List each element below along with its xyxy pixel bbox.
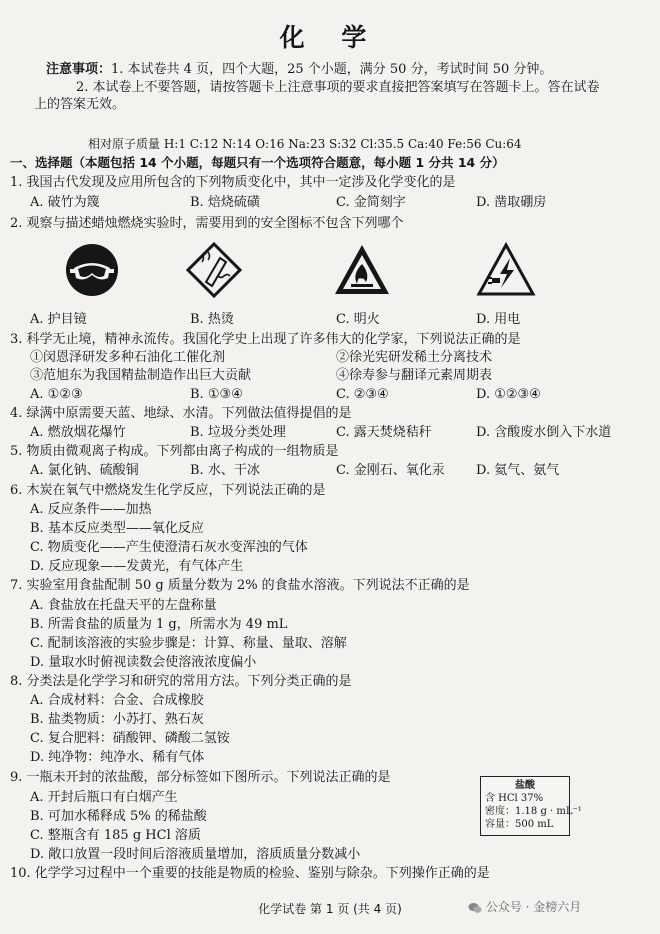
statement-2: ②徐光宪研发稀土分离技术 <box>336 350 493 365</box>
electric-icon <box>476 242 532 298</box>
hcl-label-density: 密度：1.18 g · mL⁻¹ <box>485 806 582 817</box>
option-b: B. 基本反应类型——氧化反应 <box>30 521 204 536</box>
option-c: C. ②③④ <box>336 387 389 402</box>
flame-icon <box>332 242 388 298</box>
option-c: C. 配制该溶液的实验步骤是：计算、称量、量取、溶解 <box>30 636 347 651</box>
option-c: C. 金简刻字 <box>336 195 406 210</box>
question-1-stem: 1. 我国古代发现及应用所包含的下列物质变化中，其中一定涉及化学变化的是 <box>10 175 456 190</box>
option-d: D. 敞口放置一段时间后溶液质量增加，溶质质量分数减小 <box>30 847 361 862</box>
option-c: C. 露天焚烧秸秆 <box>336 425 432 440</box>
watermark-text: 公众号 · 金榜六月 <box>485 900 582 914</box>
notice-item-2-cont: 上的答案无效。 <box>34 97 126 112</box>
option-a: A. 破竹为篾 <box>30 195 100 210</box>
option-d: D. 凿取硼房 <box>476 195 547 210</box>
option-c: C. 物质变化——产生使澄清石灰水变浑浊的气体 <box>30 540 308 555</box>
option-a: A. 食盐放在托盘天平的左盘称量 <box>30 598 217 613</box>
section-1-heading: 一、选择题（本题包括 14 个小题，每题只有一个选项符合题意，每小题 1 分共 14 分） <box>10 155 505 170</box>
option-d: D. 用电 <box>476 312 521 327</box>
atomic-mass-line: 相对原子质量 H:1 C:12 N:14 O:16 Na:23 S:32 Cl:35.5 Ca:40 Fe:56 Cu:64 <box>88 137 522 151</box>
option-c: C. 明火 <box>336 312 380 327</box>
hcl-label-concentration: 含 HCl 37% <box>485 793 544 804</box>
option-b: B. 可加水稀释成 5% 的稀盐酸 <box>30 809 207 824</box>
option-b: B. 垃圾分类处理 <box>190 425 286 440</box>
option-b: B. 所需食盐的质量为 1 g，所需水为 49 mL <box>30 617 288 632</box>
option-a: A. ①②③ <box>30 387 83 402</box>
question-6-stem: 6. 木炭在氧气中燃烧发生化学反应，下列说法正确的是 <box>10 483 326 498</box>
watermark <box>468 898 581 915</box>
question-2-stem: 2. 观察与描述蜡烛燃烧实验时，需要用到的安全图标不包含下列哪个 <box>10 216 404 231</box>
hcl-bottle-label <box>480 776 582 836</box>
statement-4: ④徐寿参与翻译元素周期表 <box>336 368 493 383</box>
goggles-icon <box>64 242 120 298</box>
wechat-icon <box>468 902 482 914</box>
page-footer: 化学试卷 第 1 页 (共 4 页) <box>258 902 402 916</box>
option-d: D. ①②③④ <box>476 387 541 402</box>
option-b: B. 焙烧硫磺 <box>190 195 260 210</box>
option-d: D. 量取水时俯视读数会使溶液浓度偏小 <box>30 655 257 670</box>
question-4-stem: 4. 绿满中原需要天蓝、地绿、水清。下列做法值得提倡的是 <box>10 406 352 421</box>
option-d: D. 含酸废水倒入下水道 <box>476 425 612 440</box>
option-a: A. 合成材料：合金、合成橡胶 <box>30 693 204 708</box>
option-b: B. ①③④ <box>190 387 243 402</box>
option-d: D. 反应现象——发黄光，有气体产生 <box>30 559 244 574</box>
question-8-stem: 8. 分类法是化学学习和研究的常用方法。下列分类正确的是 <box>10 674 352 689</box>
option-b: B. 盐类物质：小苏打、熟石灰 <box>30 712 204 727</box>
option-d: D. 纯净物：纯净水、稀有气体 <box>30 750 205 765</box>
question-10-stem: 10. 化学学习过程中一个重要的技能是物质的检验、鉴别与除杂。下列操作正确的是 <box>10 866 490 881</box>
page-title: 化 学 <box>279 23 381 52</box>
option-c: C. 整瓶含有 185 g HCl 溶质 <box>30 828 201 843</box>
question-7-stem: 7. 实验室用食盐配制 50 g 质量分数为 2% 的食盐水溶液。下列说法不正确的是 <box>10 578 470 593</box>
option-a: A. 护目镜 <box>30 312 87 327</box>
hcl-label-title: 盐酸 <box>515 780 535 791</box>
notice-item-1: 1. 本试卷共 4 页，四个大题，25 个小题，满分 50 分，考试时间 50 分钟。 <box>111 62 553 77</box>
option-a: A. 燃放烟花爆竹 <box>30 425 126 440</box>
option-b: B. 热烫 <box>190 312 234 327</box>
question-5-stem: 5. 物质由微观离子构成。下列都由离子构成的一组物质是 <box>10 444 339 459</box>
statement-3: ③范旭东为我国精盐制造作出巨大贡献 <box>30 368 252 383</box>
option-a: A. 氯化钠、硫酸铜 <box>30 463 139 478</box>
option-b: B. 水、干冰 <box>190 463 260 478</box>
notice-line-1 <box>46 62 552 78</box>
question-9-stem: 9. 一瓶未开封的浓盐酸，部分标签如下图所示。下列说法正确的是 <box>10 770 391 785</box>
option-c: C. 金刚石、氧化汞 <box>336 463 445 478</box>
option-d: D. 氦气、氨气 <box>476 463 560 478</box>
option-a: A. 开封后瓶口有白烟产生 <box>30 790 178 805</box>
question-3-stem: 3. 科学无止境，精神永流传。我国化学史上出现了许多伟大的化学家，下列说法正确的是 <box>10 332 521 347</box>
option-c: C. 复合肥料：硝酸钾、磷酸二氢铵 <box>30 731 230 746</box>
statement-1: ①闵恩泽研发多种石油化工催化剂 <box>30 350 226 365</box>
notice-label: 注意事项： <box>46 62 112 77</box>
option-a: A. 反应条件——加热 <box>30 502 152 517</box>
hcl-label-volume: 容量：500 mL <box>485 819 554 830</box>
hot-hazard-icon <box>186 242 242 298</box>
notice-item-2: 2. 本试卷上不要答题，请按答题卡上注意事项的要求直接把答案填写在答题卡上。答在试卷 <box>76 80 600 95</box>
